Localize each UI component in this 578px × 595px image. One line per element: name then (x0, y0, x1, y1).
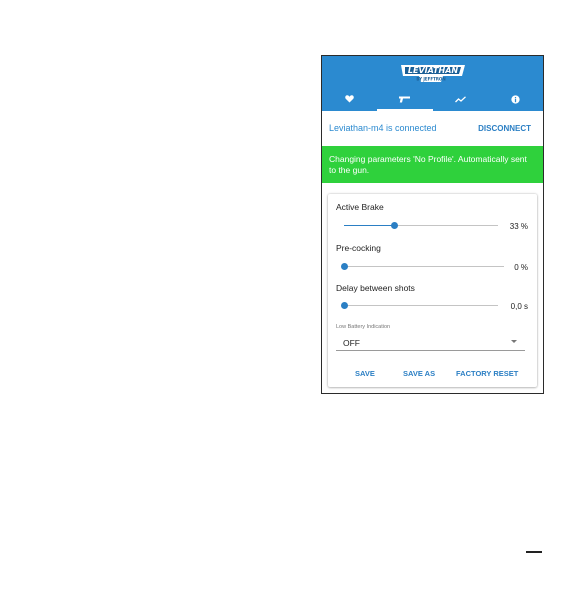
tab-gun-settings[interactable] (377, 87, 432, 111)
svg-text:BY JEFFTRON: BY JEFFTRON (416, 76, 446, 82)
action-bar (328, 367, 537, 381)
delay-label: Delay between shots (336, 283, 415, 293)
notification-banner: Changing parameters 'No Profile'. Automatically sent to the gun. (322, 146, 543, 183)
save-as-button[interactable]: SAVE AS (403, 369, 436, 378)
low-battery-select[interactable] (336, 334, 525, 351)
connection-status: Leviathan-m4 is connected (329, 123, 437, 133)
factory-reset-button[interactable]: FACTORY RESET (456, 369, 519, 378)
delay-slider[interactable] (344, 301, 498, 310)
phone-screen (321, 55, 544, 394)
pre-cocking-slider[interactable] (344, 262, 504, 271)
save-button[interactable]: SAVE (355, 369, 375, 378)
active-brake-value: 33 % (509, 222, 528, 231)
tab-info[interactable] (488, 87, 543, 111)
active-brake-thumb[interactable] (391, 222, 398, 229)
active-brake-label: Active Brake (336, 202, 384, 212)
tab-statistics[interactable] (433, 87, 488, 111)
app-bar (322, 56, 543, 111)
delay-thumb[interactable] (341, 302, 348, 309)
page-marker (526, 551, 542, 553)
leviathan-logo (399, 62, 467, 84)
dropdown-caret-icon (511, 340, 517, 343)
tab-bar (322, 87, 543, 111)
heart-icon (345, 95, 354, 103)
svg-text:LEVIATHAN: LEVIATHAN (407, 66, 459, 75)
low-battery-selected-value: OFF (343, 338, 360, 348)
trend-chart-icon (455, 96, 466, 103)
connection-row (322, 121, 543, 137)
tab-favorites[interactable] (322, 87, 377, 111)
active-brake-fill (344, 225, 395, 226)
info-icon (511, 95, 520, 104)
pre-cocking-thumb[interactable] (341, 263, 348, 270)
gun-icon (399, 96, 410, 103)
pre-cocking-value: 0 % (514, 263, 528, 272)
active-brake-slider[interactable] (344, 221, 498, 230)
low-battery-label: Low Battery Indication (336, 324, 391, 330)
settings-card (328, 194, 537, 387)
disconnect-button[interactable]: DISCONNECT (478, 124, 531, 133)
delay-value: 0,0 s (510, 302, 528, 311)
pre-cocking-label: Pre-cocking (336, 243, 381, 253)
